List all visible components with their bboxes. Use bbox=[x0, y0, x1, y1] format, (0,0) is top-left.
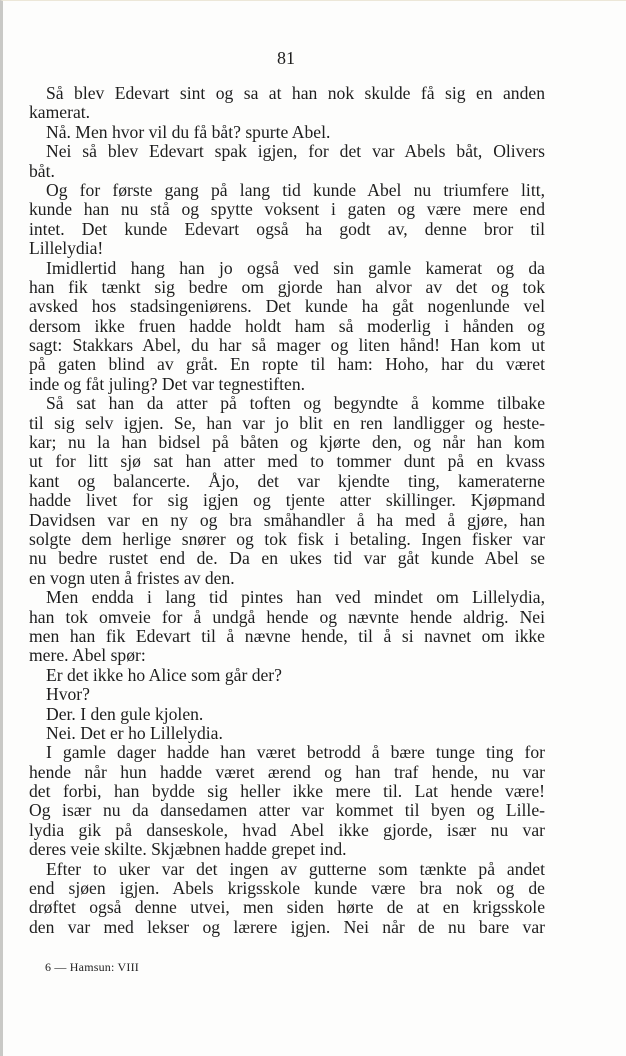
text-line: inde og fåt juling? Det var tegnestiften. bbox=[29, 373, 306, 394]
text-line: kant og balancerte. Åjo, det var kjendte ting, kameraterne bbox=[29, 471, 545, 491]
text-line: Nå. Men hvor vil du få båt? spurte Abel. bbox=[46, 121, 331, 142]
signature-footer: 6 — Hamsun: VIII bbox=[45, 960, 139, 974]
text-line: Nei så blev Edevart spak igjen, for det var Abels båt, Olivers bbox=[46, 142, 545, 162]
text-line: dersom ikke fruen hadde holdt ham så moderlig i hånden og bbox=[29, 316, 545, 336]
text-line: sagt: Stakkars Abel, du har så mager og liten hånd! Han kom ut bbox=[29, 336, 545, 356]
text-line: intet. Det kunde Edevart også ha godt av, denne bror til bbox=[29, 219, 545, 239]
text-line: Og især nu da dansedamen atter var kommet til byen og Lille- bbox=[29, 801, 545, 821]
text-line: Hvor? bbox=[46, 684, 90, 705]
text-line: avsked hos stadsingeniørens. Det kunde ha gåt nogenlunde vel bbox=[29, 297, 545, 317]
text-line: Så sat han da atter på toften og begyndte å komme tilbake bbox=[46, 394, 545, 414]
text-line: ut for litt sjø sat han atter med to tommer dunt på en kvass bbox=[29, 452, 545, 472]
text-line: Lillelydia! bbox=[29, 238, 104, 259]
text-line: drøftet også denne utvei, men siden hørte de at en krigsskole bbox=[29, 898, 545, 918]
text-line: båt. bbox=[29, 160, 55, 181]
text-line: Er det ikke ho Alice som går der? bbox=[46, 664, 282, 685]
text-line: lydia gik på danseskole, hvad Abel ikke gjorde, især nu var bbox=[29, 820, 545, 840]
text-line: I gamle dager hadde han været betrodd å bære tunge ting for bbox=[46, 743, 545, 763]
page-number: 81 bbox=[277, 48, 295, 68]
text-line: Davidsen var en ny og bra småhandler å ha med å gjøre, han bbox=[29, 510, 545, 530]
text-line: på gaten blind av gråt. En ropte til ham: Hoho, har du været bbox=[29, 355, 545, 375]
text-line: det forbi, han bydde sig heller ikke mere til. Lat hende være! bbox=[29, 782, 545, 802]
text-line: den var med lekser og lærere igjen. Nei når de nu bare var bbox=[29, 917, 545, 937]
text-line: han tok omveie for å undgå hende og nævnte hende aldrig. Nei bbox=[29, 607, 545, 627]
text-line: hende når hun hadde været ærend og han traf hende, nu var bbox=[29, 762, 545, 782]
text-line: kunde han nu stå og spytte voksent i gaten og være mere end bbox=[29, 200, 545, 220]
text-line: solgte dem herlige snører og tok fisk i betaling. Ingen fisker var bbox=[29, 529, 545, 549]
text-line: Imidlertid hang han jo også ved sin gamle kamerat og da bbox=[46, 258, 545, 278]
text-line: kamerat. bbox=[29, 102, 91, 123]
text-line: Nei. Det er ho Lillelydia. bbox=[46, 722, 223, 743]
text-line: end sjøen igjen. Abels krigsskole kunde være bra nok og de bbox=[29, 879, 545, 899]
text-line: deres veie skilte. Skjæbnen hadde grepet ind. bbox=[29, 839, 347, 860]
text-line: til sig selv igjen. Se, han var jo blit en ren landligger og heste- bbox=[29, 413, 545, 433]
text-line: nu bedre rustet end de. Da en ukes tid var gåt kunde Abel se bbox=[29, 549, 545, 569]
text-line: en vogn uten å fristes av den. bbox=[29, 567, 235, 588]
body-text bbox=[29, 84, 545, 937]
text-line: Efter to uker var det ingen av gutterne som tænkte på andet bbox=[46, 859, 545, 879]
text-line: han fik tænkt sig bedre om gjorde han alvor av det og tok bbox=[29, 277, 545, 297]
text-line: Der. I den gule kjolen. bbox=[46, 703, 204, 724]
text-line: hadde livet for sig igjen og tjente atter skillinger. Kjøpmand bbox=[29, 491, 545, 511]
text-line: kar; nu la han bidsel på båten og kjørte den, og når han kom bbox=[29, 433, 545, 453]
text-line: men han fik Edevart til å nævne hende, til å si navnet om ikke bbox=[29, 626, 545, 646]
text-line: mere. Abel spør: bbox=[29, 645, 146, 666]
text-line: Og for første gang på lang tid kunde Abel nu triumfere litt, bbox=[46, 180, 545, 200]
text-line: Men endda i lang tid pintes han ved mindet om Lillelydia, bbox=[46, 588, 545, 608]
text-line: Så blev Edevart sint og sa at han nok skulde få sig en anden bbox=[46, 84, 545, 103]
